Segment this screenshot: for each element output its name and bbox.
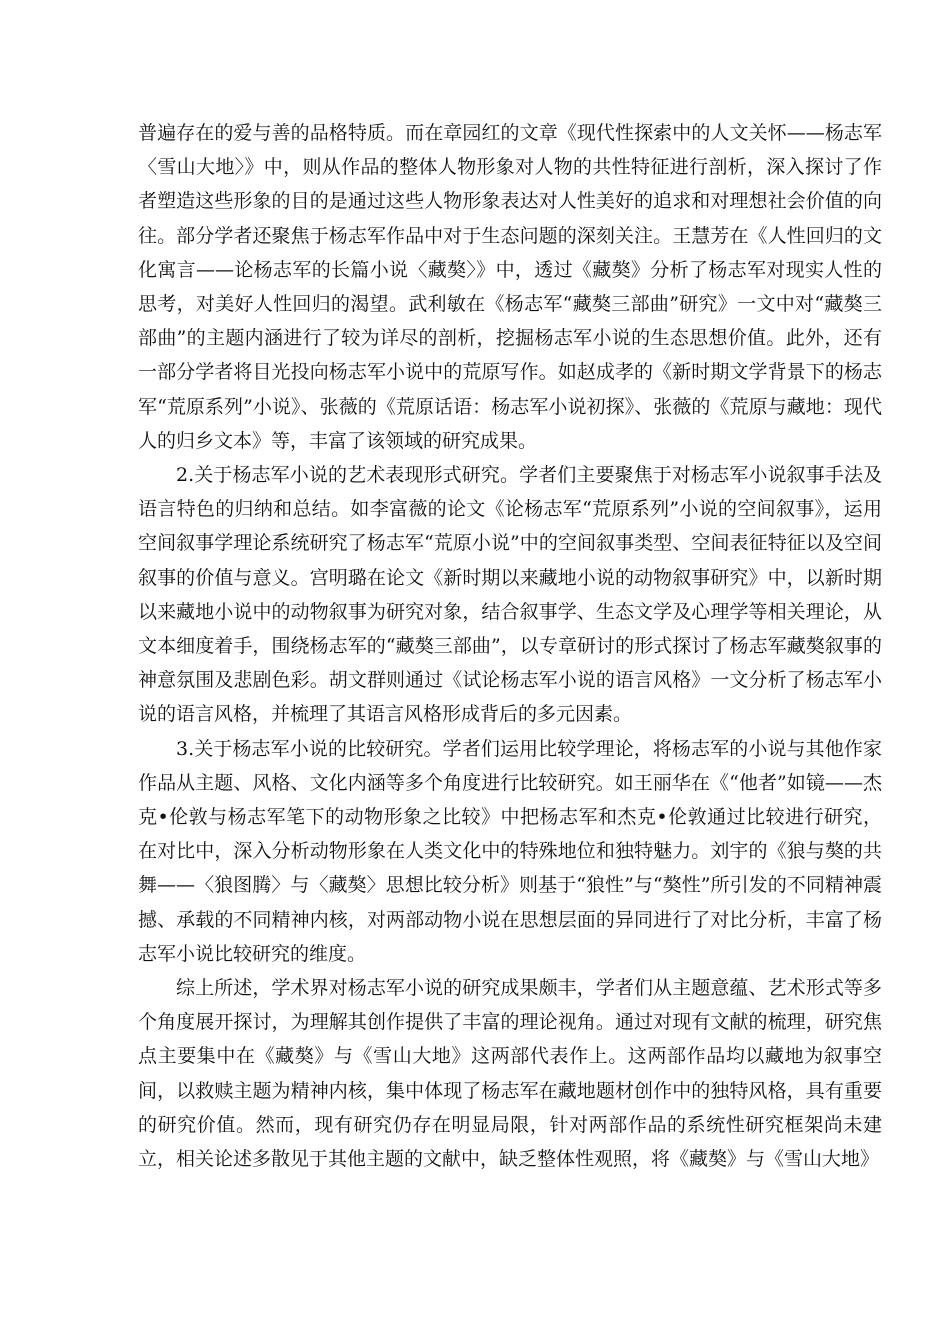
paragraph-4-summary: 综上所述，学术界对杨志军小说的研究成果颇丰，学者们从主题意蕴、艺术形式等多个角度展开探讨，为理解其创作提供了丰富的理论视角。通过对现有文献的梳理，研究焦点主要集中在《藏獒》与《雪山大地》这两部代表作上。这两部作品均以藏地为叙事空间，以救赎主题为精神内核，集中体现了杨志军在藏地题材创作中的独特风格，具有重要的研究价值。然而，现有研究仍存在明显局限，针对两部作品的系统性研究框架尚未建立，相关论述多散见于其他主题的文献中，缺乏整体性观照，将《藏獒》与《雪山大地》 bbox=[138, 977, 882, 1171]
paragraph-1-continuation: 普遍存在的爱与善的品格特质。而在章园红的文章《现代性探索中的人文关怀——杨志军〈雪山大地〉》中，则从作品的整体人物形象对人物的共性特征进行剖析，深入探讨了作者塑造这些形象的目的是通过这些人物形象表达对人性美好的追求和对理想社会价值的向往。部分学者还聚焦于杨志军作品中对于生态问题的深刻关注。王慧芳在《人性回归的文化寓言——论杨志军的长篇小说〈藏獒〉》中，透过《藏獒》分析了杨志军对现实人性的思考，对美好人性回归的渴望。武利敏在《杨志军“藏獒三部曲”研究》一文中对“藏獒三部曲”的主题内涵进行了较为详尽的剖析，挖掘杨志军小说的生态思想价值。此外，还有一部分学者将目光投向杨志军小说中的荒原写作。如赵成孝的《新时期文学背景下的杨志军“荒原系列”小说》、张薇的《荒原话语：杨志军小说初探》、张薇的《荒原与藏地：现代人的归乡文本》等，丰富了该领域的研究成果。 bbox=[138, 122, 882, 452]
paragraph-3-comparative-study: 3.关于杨志军小说的比较研究。学者们运用比较学理论，将杨志军的小说与其他作家作品从主题、风格、文化内涵等多个角度进行比较研究。如王丽华在《“他者”如镜——杰克•伦敦与杨志军笔下的动物形象之比较》中把杨志军和杰克•伦敦通过比较进行研究，在对比中，深入分析动物形象在人类文化中的特殊地位和独特魅力。刘宇的《狼与獒的共舞——〈狼图腾〉与〈藏獒〉思想比较分析》则基于“狼性”与“獒性”所引发的不同精神震撼、承载的不同精神内核，对两部动物小说在思想层面的异同进行了对比分析，丰富了杨志军小说比较研究的维度。 bbox=[138, 737, 882, 965]
paragraph-2-artistic-form: 2.关于杨志军小说的艺术表现形式研究。学者们主要聚焦于对杨志军小说叙事手法及语言特色的归纳和总结。如李富薇的论文《论杨志军“荒原系列”小说的空间叙事》，运用空间叙事学理论系统研究了杨志军“荒原小说”中的空间叙事类型、空间表征特征以及空间叙事的价值与意义。宫明璐在论文《新时期以来藏地小说的动物叙事研究》中，以新时期以来藏地小说中的动物叙事为研究对象，结合叙事学、生态文学及心理学等相关理论，从文本细度着手，围绕杨志军的“藏獒三部曲”，以专章研讨的形式探讨了杨志军藏獒叙事的神意氛围及悲剧色彩。胡文群则通过《试论杨志军小说的语言风格》一文分析了杨志军小说的语言风格，并梳理了其语言风格形成背后的多元因素。 bbox=[138, 464, 882, 726]
document-body bbox=[138, 116, 882, 1176]
